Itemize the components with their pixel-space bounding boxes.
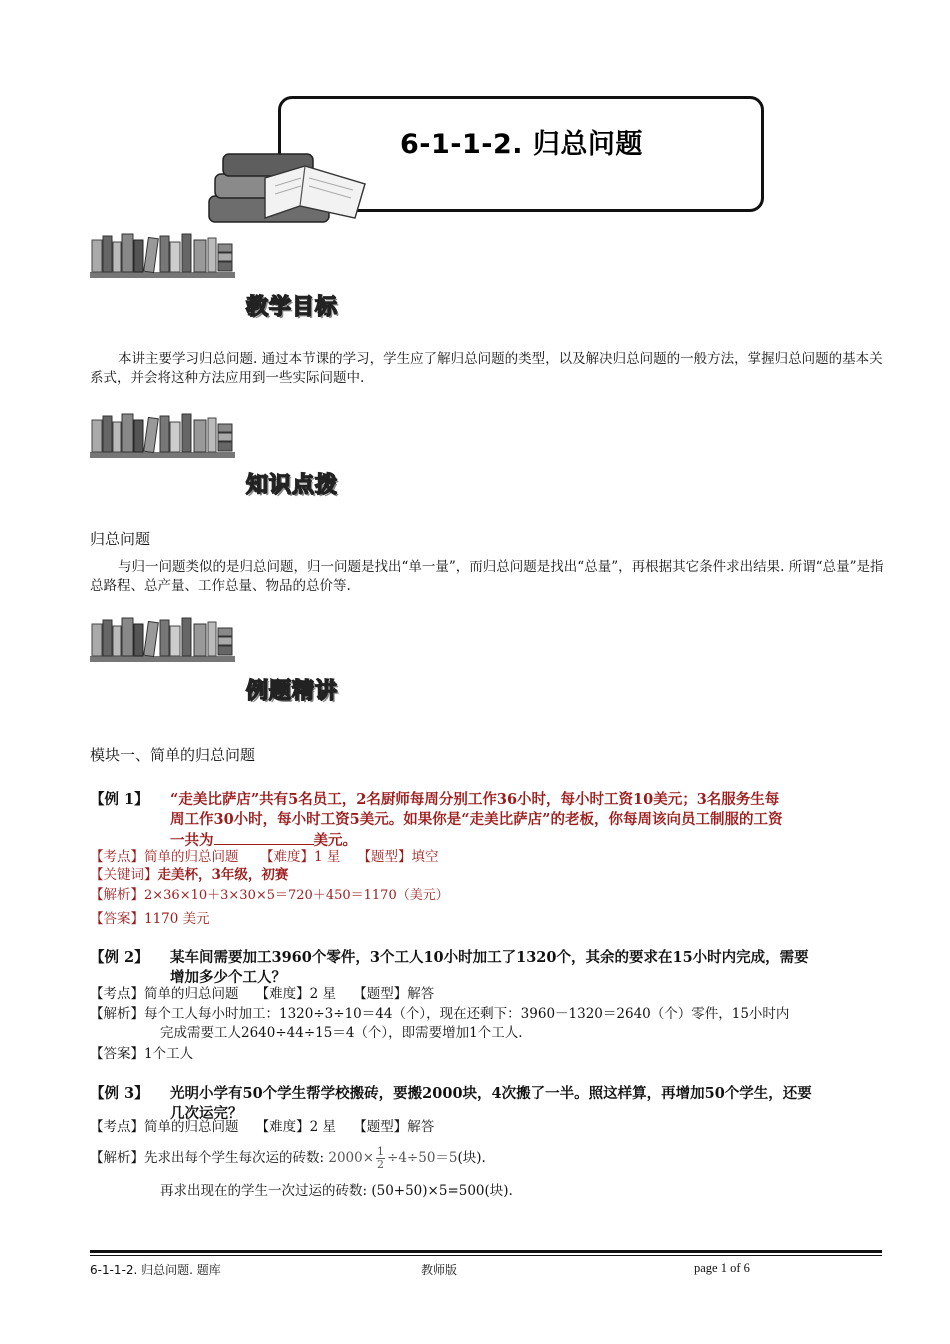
bookshelf-icon [90,616,235,664]
example-1-question: “走美比萨店”共有5名员工，2名厨师每周分别工作36小时，每小时工资10美元；3名服务生每 周工作30小时，每小时工资5美元。如果你是“走美比萨店”的老板，你每周该向员工制服的工资 一共为 美元。 [170,791,783,849]
example-1-label: 【例 1】 [90,791,149,808]
example-2-answer: 【答案】1个工人 [90,1046,194,1062]
module-heading: 模块一、简单的归总问题 [90,746,256,764]
section-title-goal: 教学目标 [246,295,339,320]
example-2-solution: 【解析】每个工人每小时加工：1320÷3÷10＝44（个），现在还剩下：3960－1320＝2640（个）零件，15小时内 完成需要工人2640÷44÷15＝4（个），即需要增加1个工人. [90,1006,790,1041]
section-title-knowledge: 知识点拨 [246,473,339,498]
section-title-examples: 例题精讲 [246,679,339,704]
example-3-solution-line2: 再求出现在的学生一次过运的砖数: (50+50)×5=500(块). [160,1183,513,1199]
example-1-answer: 【答案】1170 美元 [90,911,210,927]
example-1-keywords: 【关键词】走美杯，3年级，初赛 [90,867,289,883]
example-3-label: 【例 3】 [90,1085,149,1102]
books-illustration [205,148,370,230]
answer-blank [214,830,314,845]
example-1-meta: 【考点】简单的归总问题 【难度】1 星 【题型】填空 [90,849,439,865]
example-3-question: 光明小学有50个学生帮学校搬砖，要搬2000块，4次搬了一半。照这样算，再增加50个学生，还要 几次运完？ [170,1085,812,1122]
example-3-solution-line1: 【解析】先求出每个学生每次运的砖数: 2000× $\frac{1}{2}$ ÷4÷50＝5(块). [90,1145,486,1171]
footer-center: 教师版 [421,1263,458,1277]
knowledge-paragraph: 与归一问题类似的是归总问题，归一问题是找出“单一量”，而归总问题是找出“总量”，再根据其它条件求出结果. 所谓“总量”是指总路程、总产量、工作总量、物品的总价等. [90,559,884,594]
footer-rule [90,1250,882,1253]
goal-paragraph: 本讲主要学习归总问题. 通过本节课的学习，学生应了解归总问题的类型，以及解决归总问题的一般方法，掌握归总问题的基本关系式，并会将这种方法应用到一些实际问题中. [90,351,883,386]
footer-rule-thin [90,1255,882,1256]
example-2-meta: 【考点】简单的归总问题 【难度】2 星 【题型】解答 [90,986,435,1002]
footer-left: 6-1-1-2. 归总问题. 题库 [90,1263,221,1277]
bookshelf-icon [90,232,235,280]
footer-page-number: page 1 of 6 [694,1261,750,1275]
page-title: 6-1-1-2. 归总问题 [400,129,643,160]
knowledge-heading: 归总问题 [90,530,151,548]
example-3-meta: 【考点】简单的归总问题 【难度】2 星 【题型】解答 [90,1119,435,1135]
example-1-solution: 【解析】2×36×10＋3×30×5＝720＋450＝1170（美元） [90,887,449,903]
example-2-label: 【例 2】 [90,949,149,966]
example-2-question: 某车间需要加工3960个零件，3个工人10小时加工了1320个，其余的要求在15小时内完成，需要 增加多少个工人？ [170,949,809,986]
bookshelf-icon [90,412,235,460]
fraction-one-half: $\frac{1}{2}$ [377,1145,385,1171]
